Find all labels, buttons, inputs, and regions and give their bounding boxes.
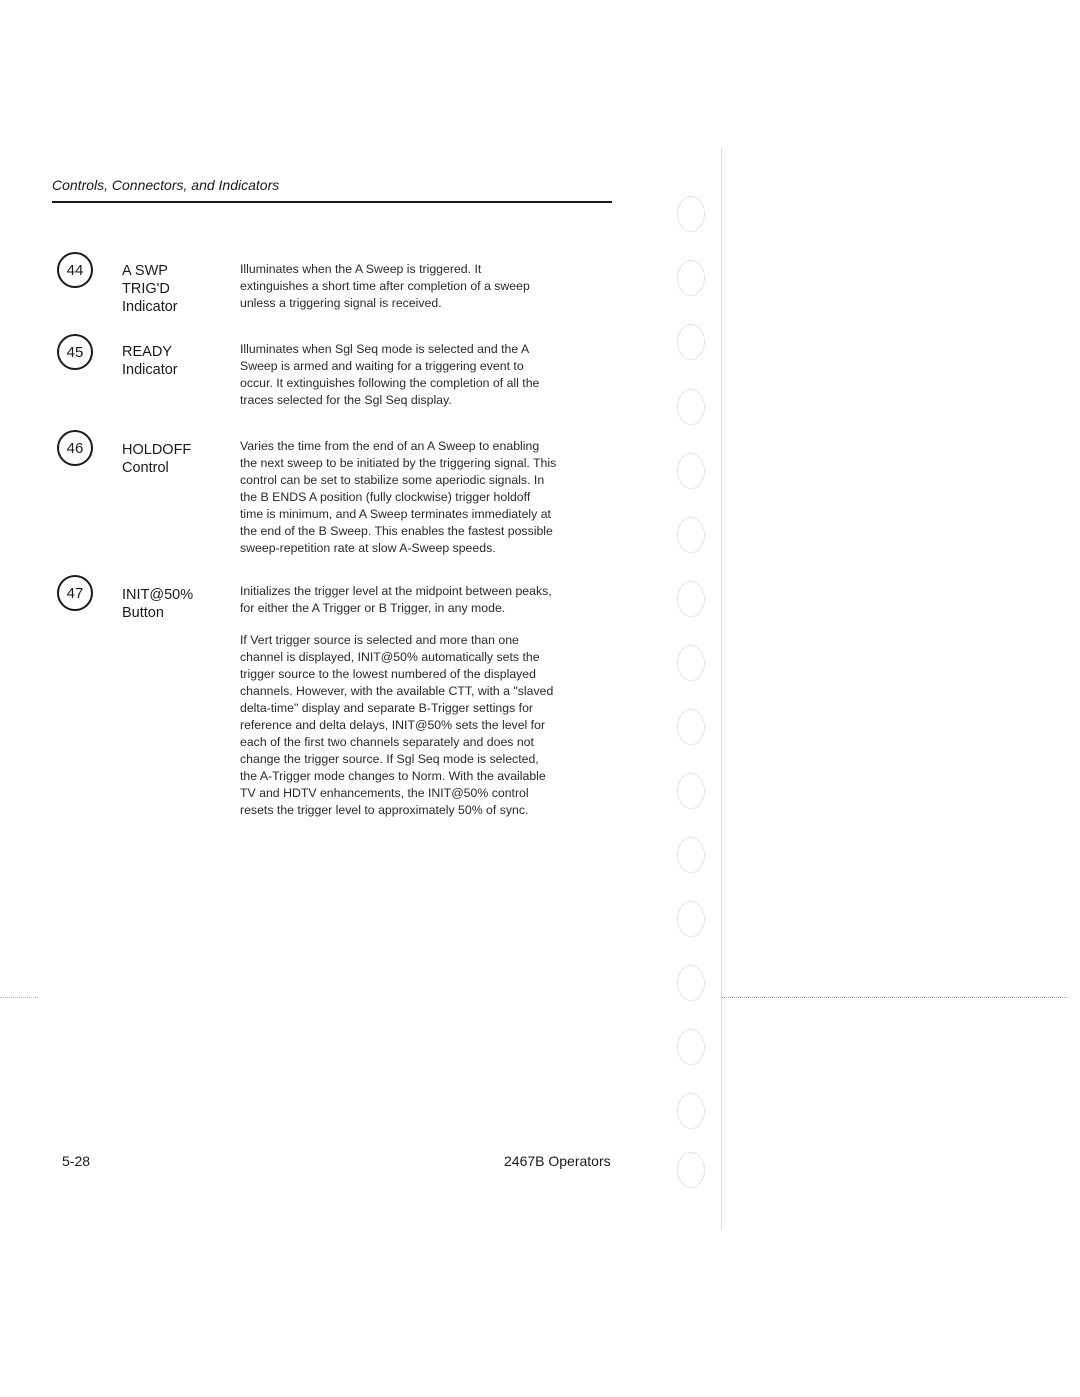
callout-number-badge: 47 <box>57 575 93 611</box>
callout-number-badge: 45 <box>57 334 93 370</box>
section-rule <box>52 201 612 203</box>
control-label: READY Indicator <box>122 344 178 378</box>
control-description: Initializes the trigger level at the midpoint between peaks, for either the A Trigger or B Trigger, in any mode. If Vert trigger source is selected and more than one channel is displayed, INIT@50% automatically sets the trigger source to the lowest numbered of the displayed channels. However, with the available CTT, with a "slaved delta-time" display and separate B-Trigger settings for reference and delta delays, INIT@50% sets the level for each of the first two channels separately and does not change the trigger source. If Sgl Seq mode is selected, the A-Trigger mode changes to Norm. With the available TV and HDTV enhancements, the INIT@50% control resets the trigger level to approximately 50% of sync. <box>240 584 554 817</box>
binder-hole <box>677 517 705 553</box>
manual-title: 2467B Operators <box>504 1153 611 1169</box>
binder-hole <box>677 709 705 745</box>
cut-line <box>722 997 1067 999</box>
binder-hole <box>677 965 705 1001</box>
binder-hole <box>677 773 705 809</box>
control-label: HOLDOFF Control <box>122 442 192 476</box>
binder-hole <box>677 901 705 937</box>
control-description: Varies the time from the end of an A Sweep to enabling the next sweep to be initiated by the triggering signal. This control can be set to stabilize some aperiodic signals. In the B ENDS A position (fully clockwise) trigger holdoff time is minimum, and A Sweep terminates immediately at the end of the B Sweep. This enables the fastest possible sweep-repetition rate at slow A-Sweep speeds. <box>240 439 557 555</box>
callout-number-badge: 46 <box>57 430 93 466</box>
binder-hole <box>677 581 705 617</box>
binder-hole <box>677 1152 705 1188</box>
callout-number-badge: 44 <box>57 252 93 288</box>
control-description: Illuminates when the A Sweep is triggered. It extinguishes a short time after completion of a sweep unless a triggering signal is received. <box>240 262 530 310</box>
binder-hole <box>677 837 705 873</box>
binder-hole <box>677 1093 705 1129</box>
control-label: INIT@50% Button <box>122 587 194 621</box>
binder-hole <box>677 453 705 489</box>
binder-hole <box>677 389 705 425</box>
binder-hole <box>677 1029 705 1065</box>
section-title: Controls, Connectors, and Indicators <box>52 177 280 193</box>
binder-margin-line <box>721 148 722 1230</box>
cut-line-left <box>0 997 38 999</box>
page-number: 5-28 <box>62 1153 91 1169</box>
binder-hole <box>677 645 705 681</box>
binder-hole <box>677 324 705 360</box>
binder-hole <box>677 260 705 296</box>
control-description: Illuminates when Sgl Seq mode is selected and the A Sweep is armed and waiting for a triggering event to occur. It extinguishes following the completion of all the traces selected for the Sgl Seq display. <box>240 342 540 407</box>
binder-hole <box>677 196 705 232</box>
control-label: A SWP TRIG'D Indicator <box>122 263 178 315</box>
